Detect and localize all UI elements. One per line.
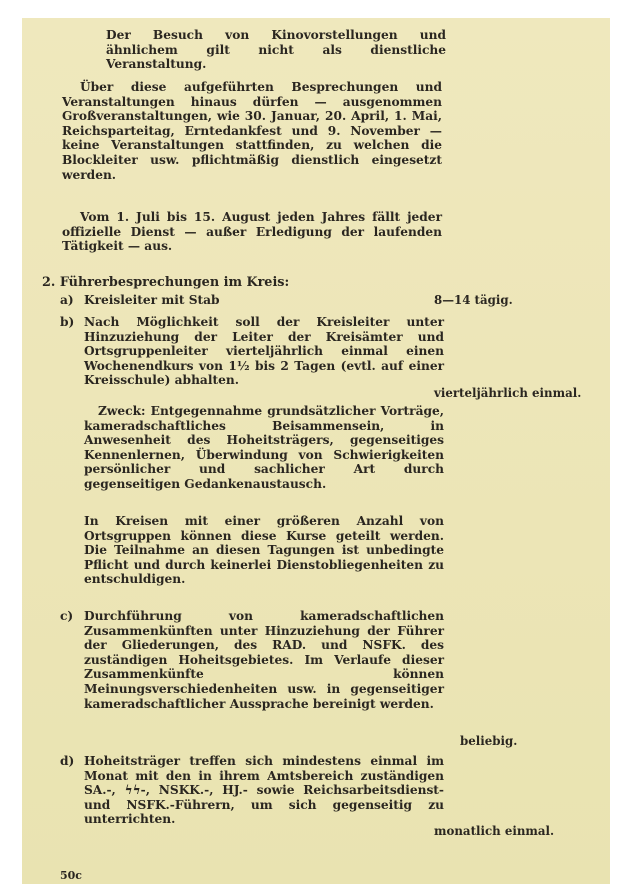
item-a-text: Kreisleiter mit Stab (84, 293, 220, 307)
document-page (22, 18, 610, 884)
item-b-text: Nach Möglichkeit soll der Kreisleiter unter Hinzuziehung der Leiter der Kreisämter und Ortsgruppenleiter vierteljährlich einmal einen Wochenendkurs von 1½ bis 2 Tagen (evtl. auf einer Kreisschule) abhalten. (84, 315, 444, 388)
item-b-zweck: Zweck: Entgegennahme grundsätzlicher Vorträge, kameradschaftliches Beisammensein, in Anwesenheit des Hoheitsträgers, gegenseitiges Kennenlernen, Überwindung von Schwierigkeiten persönlicher und sachlicher Art durch gegenseitigen Gedankenaustausch. (84, 404, 444, 491)
item-b-label: b) (60, 315, 75, 329)
section-heading: 2. Führerbesprechungen im Kreis: (42, 275, 290, 290)
item-a-frequency: 8—14 tägig. (434, 293, 513, 307)
item-b-extra: In Kreisen mit einer größeren Anzahl von Ortsgruppen können diese Kurse geteilt werden. Die Teilnahme an diesen Tagungen ist unbedingte Pflicht und durch keinerlei Dienstobliegenheiten zu entschuldigen. (84, 514, 444, 587)
item-d-label: d) (60, 754, 75, 768)
item-d-frequency: monatlich einmal. (434, 824, 555, 838)
intro-paragraph-1: Der Besuch von Kinovorstellungen und ähnlichem gilt nicht als dienstliche Veranstaltung. (106, 28, 446, 72)
intro-paragraph-3: Vom 1. Juli bis 15. August jeden Jahres fällt jeder offizielle Dienst — außer Erledigung der laufenden Tätigkeit — aus. (62, 210, 442, 254)
page-number: 50c (60, 869, 83, 882)
item-b-frequency: vierteljährlich einmal. (434, 386, 582, 400)
item-c-text: Durchführung von kameradschaftlichen Zusammenkünften unter Hinzuziehung der Führer der Gliederungen, des RAD. und NSFK. des zuständigen Hoheitsgebietes. Im Verlaufe dieser Zusammenkünfte können Meinungsverschiedenheiten usw. in gegenseitiger kameradschaftlicher Aussprache bereinigt werden. (84, 609, 444, 711)
item-c-label: c) (60, 609, 74, 623)
intro-paragraph-2: Über diese aufgeführten Besprechungen und Veranstaltungen hinaus dürfen — ausgenommen Großveranstaltungen, wie 30. Januar, 20. April, 1. Mai, Reichsparteitag, Erntedankfest und 9. November — keine Veranstaltungen stattfinden, zu welchen die Blockleiter usw. pflichtmäßig dienstlich eingesetzt werden. (62, 80, 442, 182)
item-c-frequency: beliebig. (460, 734, 518, 748)
item-a-label: a) (60, 293, 74, 307)
item-d-text: Hoheitsträger treffen sich mindestens einmal im Monat mit den in ihrem Amtsbereich zuständigen SA.-, ϟϟ-, NSKK.-, HJ.- sowie Reichsarbeitsdienst- und NSFK.-Führern, um sich gegenseitig zu unterrichten. (84, 754, 444, 827)
